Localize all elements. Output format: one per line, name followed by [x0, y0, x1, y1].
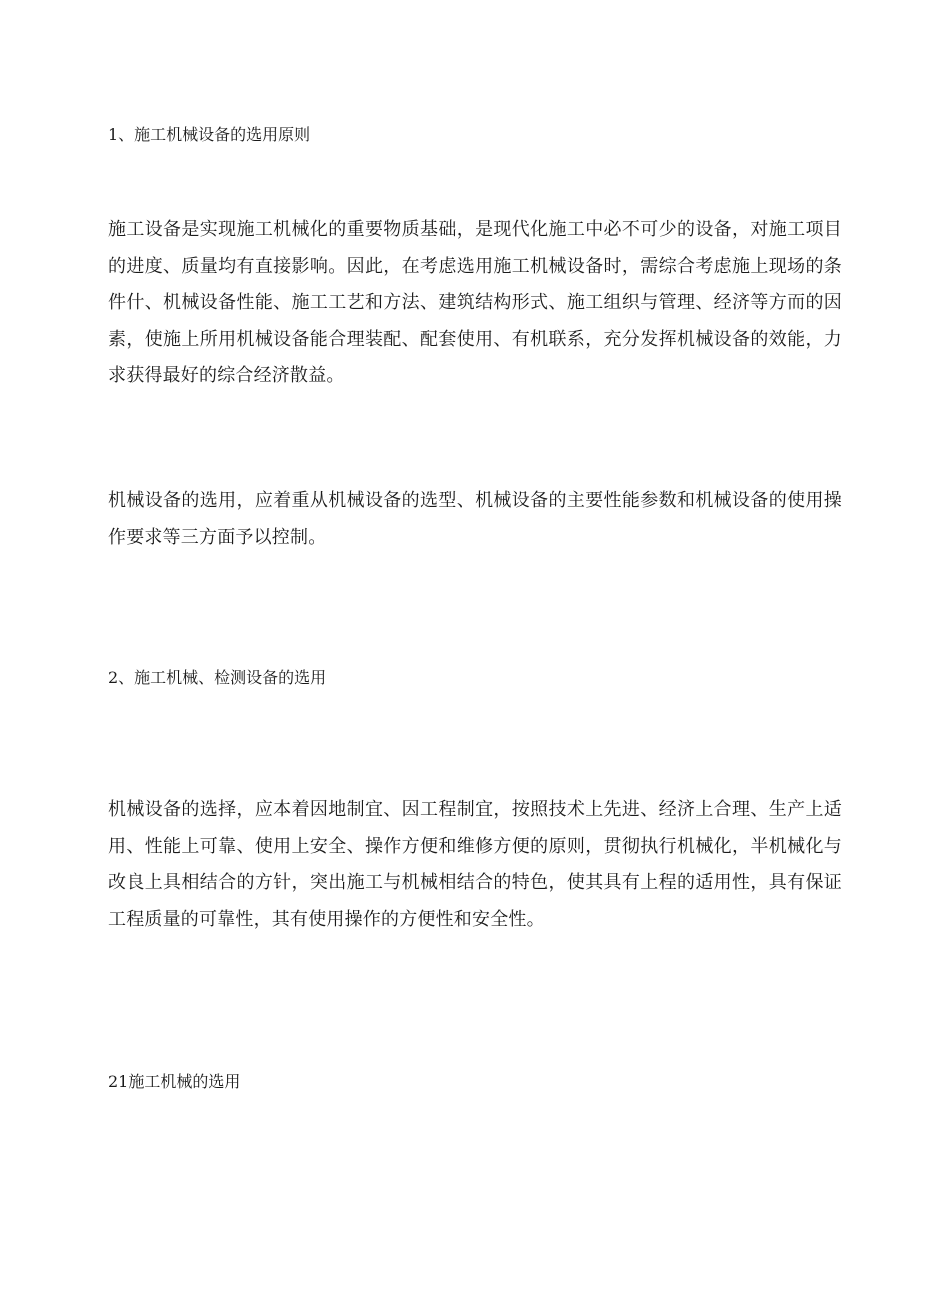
section-2-paragraph-1: 机械设备的选择，应本着因地制宜、因工程制宜，按照技术上先进、经济上合理、生产上适用、性能上可靠、使用上安全、操作方便和维修方便的原则，贯彻执行机械化，半机械化与改良上具相结合的方针，突出施工与机械相结合的特色，使其具有上程的适用性，具有保证工程质量的可靠性，其有使用操作的方便性和安全性。: [108, 799, 842, 930]
section-1-paragraph-1: 施工设备是实现施工机械化的重要物质基础，是现代化施工中必不可少的设备，对施工项目的进度、质量均有直接影响。因此，在考虑选用施工机械设备时，需综合考虑施上现场的条件什、机械设备性能、施工工艺和方法、建筑结构形式、施工组织与管理、经济等方而的因素，使施上所用机械设备能合理装配、配套使用、有机联系，充分发挥机械设备的效能，力求获得最好的综合经济散益。: [108, 219, 842, 386]
section-2-1-heading: 21施工机械的选用: [108, 1072, 241, 1091]
section-1-paragraph-2: 机械设备的选用，应着重从机械设备的选型、机械设备的主要性能参数和机械设备的使用操作要求等三方面予以控制。: [108, 490, 842, 548]
section-2-heading: 2、施工机械、检测设备的选用: [108, 668, 327, 687]
section-1-heading: 1、施工机械设备的选用原则: [108, 125, 311, 144]
